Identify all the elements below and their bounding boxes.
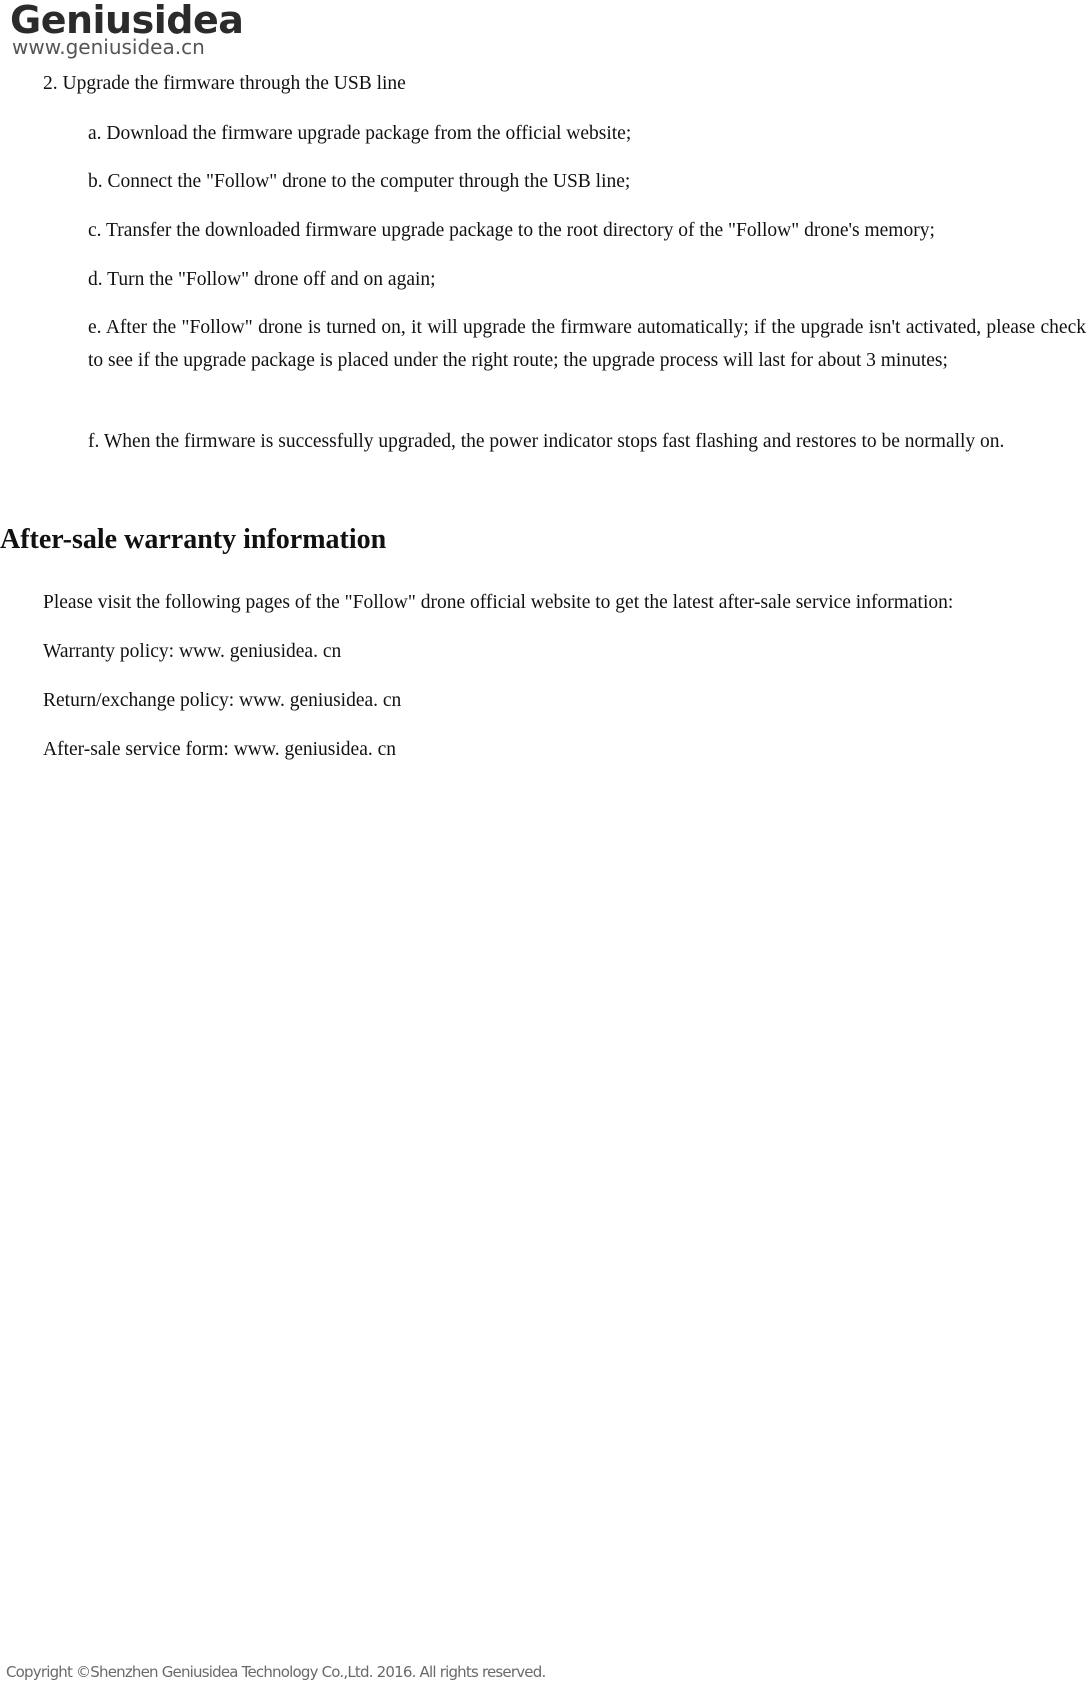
after-sale-service-form-link[interactable]: After-sale service form: www. geniusidea. cn — [43, 739, 396, 760]
return-exchange-policy-link[interactable]: Return/exchange policy: www. geniusidea. cn — [43, 690, 402, 711]
step-a: a. Download the firmware upgrade package from the official website; — [88, 123, 632, 144]
logo-url: www.geniusidea.cn — [12, 35, 205, 59]
brand-logo — [10, 0, 244, 60]
step-d: d. Turn the "Follow" drone off and on again; — [88, 269, 436, 290]
warranty-policy-link[interactable]: Warranty policy: www. geniusidea. cn — [43, 641, 342, 662]
section-title-upgrade: 2. Upgrade the firmware through the USB line — [43, 73, 406, 94]
footer-copyright: Copyright ©Shenzhen Geniusidea Technology Co.,Ltd. 2016. All rights reserved. — [6, 1663, 546, 1681]
warranty-heading: After-sale warranty information — [0, 524, 387, 555]
step-e: e. After the "Follow" drone is turned on, it will upgrade the firmware automatically; if the upgrade isn't activated, please check to see if the upgrade package is placed under the right route; the upgrade process will last for about 3 minutes; — [88, 317, 1086, 371]
step-c: c. Transfer the downloaded firmware upgrade package to the root directory of the "Follow" drone's memory; — [88, 220, 935, 241]
warranty-intro: Please visit the following pages of the "Follow" drone official website to get the latest after-sale service information: — [43, 592, 954, 613]
step-b: b. Connect the "Follow" drone to the computer through the USB line; — [88, 171, 631, 192]
logo-wordmark: Geniusidea — [10, 0, 244, 42]
step-f: f. When the firmware is successfully upgraded, the power indicator stops fast flashing and restores to be normally on. — [88, 431, 1005, 452]
